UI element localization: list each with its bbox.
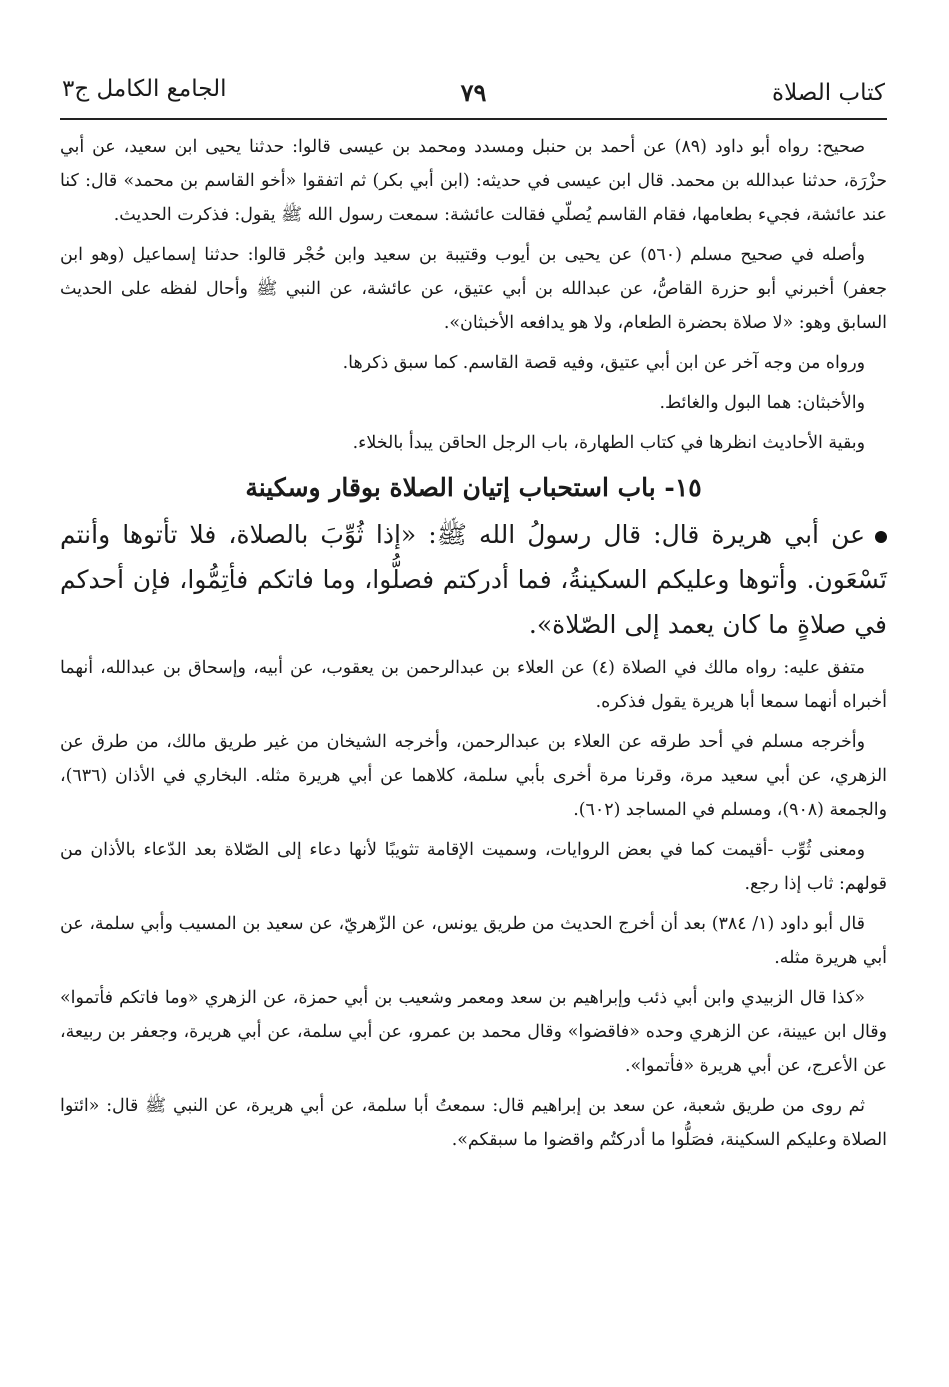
paragraph: صحيح: رواه أبو داود (٨٩) عن أحمد بن حنبل ومسدد ومحمد بن عيسى قالوا: حدثنا يحيى ابن سعيد، عن أبي حزْرَة، حدثنا عبدالله بن محمد. قال ابن عيسى في حديثه: (ابن أبي بكر) ثم اتفقوا «أخو القاسم بن محمد» قال: كنا عند عائشة، فجيء بطعامها، فقام القاسم يُصلّي فقالت عائشة: سمعت رسول الله ﷺ يقول: فذكرت الحديث. <box>60 137 887 225</box>
bullet-icon <box>875 531 887 543</box>
paragraph: ورواه من وجه آخر عن ابن أبي عتيق، وفيه قصة القاسم. كما سبق ذكرها. <box>342 353 865 373</box>
paragraph: وبقية الأحاديث انظرها في كتاب الطهارة، باب الرجل الحاقن يبدأ بالخلاء. <box>352 433 865 453</box>
paragraph: «كذا قال الزبيدي وابن أبي ذئب وإبراهيم بن سعد ومعمر وشعيب بن أبي حمزة، عن الزهري «وما فاتكم فأتموا» وقال ابن عيينة، عن الزهري وحده «فاقضوا» وقال محمد بن عمرو، عن أبي سلمة، عن أبي هريرة، وجعفر بن ربيعة، عن الأعرج، عن أبي هريرة «فأتموا». <box>60 988 887 1076</box>
book-title: كتاب الصلاة <box>772 80 885 106</box>
paragraph: متفق عليه: رواه مالك في الصلاة (٤) عن العلاء بن عبدالرحمن بن يعقوب، عن أبيه، وإسحاق بن عبدالله، أنهما أخبراه أنهما سمعا أبا هريرة يقول فذكره. <box>60 658 887 712</box>
paragraph: والأخبثان: هما البول والغائط. <box>659 393 865 413</box>
main-text <box>60 130 887 460</box>
paragraph: قال أبو داود (١/ ٣٨٤) بعد أن أخرج الحديث من طريق يونس، عن الزّهريّ، عن سعيد بن المسيب وأبي سلمة، عن أبي هريرة مثله. <box>60 914 887 968</box>
page-header <box>60 70 887 118</box>
paragraph: ثم روى من طريق شعبة، عن سعد بن إبراهيم قال: سمعتُ أبا سلمة، عن أبي هريرة، عن النبي ﷺ قال: «ائتوا الصلاة وعليكم السكينة، فصَلُّوا ما أدركتُم واقضوا ما سبقكم». <box>60 1096 887 1150</box>
hadith-text <box>60 512 887 647</box>
paragraph: وأخرجه مسلم في أحد طرقه عن العلاء بن عبدالرحمن، وأخرجه الشيخان من غير طريق مالك، من طرق عن الزهري، عن أبي سعيد مرة، وقرنا مرة أخرى بأبي سلمة، كلاهما عن أبي هريرة مثله. البخاري في الأذان (٦٣٦)، والجمعة (٩٠٨)، ومسلم في المساجد (٦٠٢). <box>60 732 887 820</box>
header-rule <box>60 118 887 120</box>
paragraph: ومعنى ثُوِّب -أقيمت كما في بعض الروايات، وسميت الإقامة تثويبًا لأنها دعاء إلى الصّلاة بعد الدّعاء بالأذان من قولهم: ثاب إذا رجع. <box>60 840 887 894</box>
paragraph: وأصله في صحيح مسلم (٥٦٠) عن يحيى بن أيوب وقتيبة بن سعيد وابن حُجْر قالوا: حدثنا إسماعيل (وهو ابن جعفر) أخبرني أبو حزرة القاصُّ، عن عبدالله بن أبي عتيق، عن عائشة، عن النبي ﷺ وأحال لفظه على الحديث السابق وهو: «لا صلاة بحضرة الطعام، ولا هو يدافعه الأخبثان». <box>60 245 887 333</box>
running-title: الجامع الكامل ج٣ <box>62 76 227 102</box>
page-number: ٧٩ <box>460 78 487 107</box>
commentary <box>60 651 887 1157</box>
chapter-heading: ١٥- باب استحباب إتيان الصلاة بوقار وسكينة <box>245 473 702 502</box>
hadith-body: عن أبي هريرة قال: قال رسولُ الله ﷺ: «إذا ثُوِّبَ بالصلاة، فلا تأتوها وأنتم تَسْعَون. وأتوها وعليكم السكينةُ، فما أدركتم فصلُّوا، وما فاتكم فأتِمُّوا، فإن أحدكم في صلاةٍ ما كان يعمد إلى الصّلاة». <box>60 520 887 639</box>
